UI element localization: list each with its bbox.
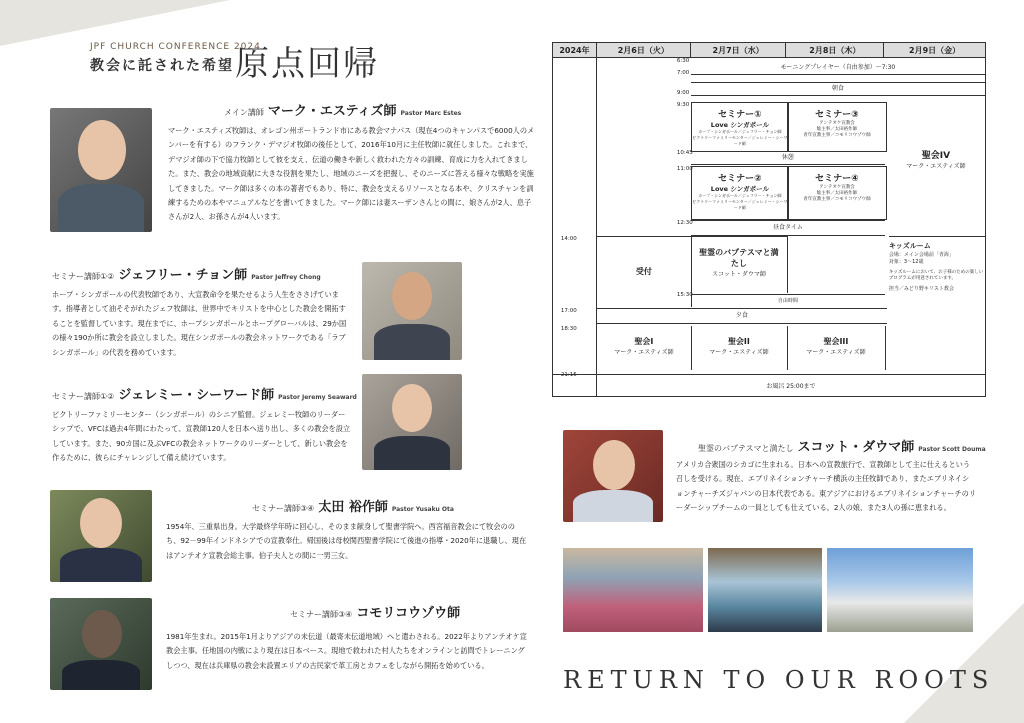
- breakfast: 朝食: [691, 82, 985, 96]
- session-3: 聖会III マーク・エスティズ師: [787, 326, 886, 370]
- time-1700: 17:00: [560, 308, 577, 314]
- speaker-photo-seaward: [362, 374, 462, 470]
- page-title: 原点回帰: [235, 44, 379, 84]
- speaker-bio-douma: アメリカ合衆国のシカゴに生まれる。日本への宣教旅行で、宣教師として主に仕えるという召しを受ける。現在、エブリネイションチャーチ横浜の主任牧師であり、またエブリネイションチャーチズジャパンの日本代表である。東アジアにおけるエブリネイションチャーチのリーダーシップチームの一員としても仕えている。2人の娘、また3人の孫に恵まれる。: [676, 460, 977, 513]
- time-0930: 9:30: [676, 102, 690, 108]
- seminar-4: セミナー④ アンテオケ宣教会 総主事／太田裕作師 青年宣教主事／コモリコウゾウ師: [787, 166, 887, 220]
- time-1100: 11:00: [676, 166, 693, 172]
- header-day1: 2月6日（火）: [596, 43, 690, 58]
- header-day2: 2月7日（水）: [690, 43, 786, 58]
- seminar-1: セミナー① Love シンガポール ホープ・シンガポール／ジェフリー・チョン師 ビクトリーファミリーセンター／ジェレミー・シーワード師: [691, 102, 789, 152]
- baptism-session: 聖霊のバプテスマと満たし スコット・ダウマ師: [691, 236, 788, 293]
- time-0900: 9:00: [676, 90, 690, 96]
- header-year: 2024年: [553, 43, 597, 58]
- venue-photo-hall: [563, 548, 703, 632]
- speaker-photo-chong: [362, 262, 462, 360]
- speaker-heading-chong: セミナー講師①② ジェフリー・チョン師 Pastor Jeffrey Chong: [52, 268, 321, 283]
- lunch: 昼食タイム: [691, 220, 885, 236]
- time-0700: 7:00: [676, 70, 690, 76]
- time-0630: 6:30: [676, 58, 690, 64]
- speaker-heading-estes: メイン講師 マーク・エスティズ師 Pastor Marc Estes: [224, 104, 462, 119]
- seminar-3: セミナー③ アンテオケ宣教会 総主事／太田裕作師 青年宣教主事／コモリコウゾウ師: [787, 102, 887, 152]
- speaker-bio-ota: 1954年、三重県出身。大学最終学年時に回心し、そのまま献身して聖書学院へ。西宮福音教会にて牧会ののち、92－99年インドネシアでの宣教奉仕。帰国後は母校関西聖書学院にて後進の指導・2020年に退職し、現在はアンテオケ宣教会総主事。伯子夫人との間に一男三女。: [166, 522, 527, 560]
- time-1830: 18:30: [560, 326, 577, 332]
- venue-photo-hotel: [827, 548, 973, 632]
- session-1: 聖会I マーク・エスティズ師: [597, 326, 692, 370]
- corner-decoration: [0, 0, 230, 46]
- reception: 受付: [597, 236, 692, 307]
- venue-photo-bath: [708, 548, 822, 632]
- speaker-heading-douma: 聖霊のバプテスマと満たし スコット・ダウマ師 Pastor Scott Douma: [698, 440, 986, 455]
- speaker-bio-komori: 1981年生まれ。2015年1月よりアジアの未伝道（最寄未伝道地域）へと遣わされる。2022年よりアンテオケ宣教会主事。任地国の内戦により現在は日本ベース。現地で救われた村人たちをオンラインと訪問でトレーニングしつつ、現在は兵庫県の教会未設置エリアの古民家で革工房とカフェをしながら開拓を始めている。: [166, 632, 527, 670]
- speaker-photo-ota: [50, 490, 152, 582]
- speaker-photo-douma: [563, 430, 663, 522]
- speaker-heading-seaward: セミナー講師①② ジェレミー・シーワード師 Pastor Jeremy Seaward: [52, 388, 357, 403]
- speaker-photo-estes: [50, 108, 152, 232]
- bath: お風呂 25:00まで: [596, 375, 985, 397]
- speaker-heading-komori: セミナー講師③④ コモリコウゾウ師: [290, 606, 461, 621]
- speaker-bio-estes: マーク・エスティズ牧師は、オレゴン州ポートランド市にある教会マナパス（現在4つのキャンパスで6000人のメンバーを有する）のフランク・デマジオ牧師の後任として、2016年10月に主任牧師に就任しました。これまで、デマジオ師の下で協力牧師として彼を支え、伝道の働きや新しく救われた方々の訓練、育成に力を入れてきました。また、教会の地域貢献に大きな役割を果たし、地域のニーズを把握し、そのニーズに答える様々な戦略を実施してきました。マーク師は多くの本の著者でもあり、特に、教会を支えるリソースとなる本や、クリスチャンを訓練するための本やマニュアルなどを書いてきました。マーク師には妻スーザンさんとの間に、娘さんが2人、息子さんが2人、お孫さんが4人います。: [168, 126, 535, 222]
- session-2: 聖会II マーク・エスティズ師: [691, 326, 788, 370]
- speaker-photo-komori: [50, 598, 152, 690]
- speaker-bio-chong: ホープ・シンガポールの代表牧師であり、大宣教命令を果たせるよう人生をささげています。指導者として油そそがれたジェフ牧師は、世界中でキリストを中心とした教会を開拓することを監督しています。現在までに、ホープシンガポールとホープグローバルは、29か国の様々190か所に教会を設立しました。現在シンガポールの教会ネットワークである「ラブシンガポール」の代表を務めています。: [52, 290, 347, 357]
- time-2115: 21:15: [560, 372, 577, 378]
- session-4: 聖会IV マーク・エスティズ師: [906, 151, 966, 170]
- time-1230: 12:30: [676, 220, 693, 226]
- header-day3: 2月8日（木）: [786, 43, 884, 58]
- seminar-2: セミナー② Love シンガポール ホープ・シンガポール／ジェフリー・チョン師 ビクトリーファミリーセンター／ジェレミー・シーワード師: [691, 166, 789, 220]
- conference-subtitle: 教会に託された希望: [90, 58, 234, 74]
- time-1400: 14:00: [560, 236, 577, 242]
- break: 休憩: [691, 152, 885, 165]
- tagline: RETURN TO OUR ROOTS: [563, 666, 995, 694]
- time-1530: 15:30: [676, 292, 693, 298]
- schedule-table: [552, 42, 986, 397]
- header-day4: 2月9日（金）: [884, 43, 986, 58]
- time-1045: 10:45: [676, 150, 693, 156]
- speaker-heading-ota: セミナー講師③④ 太田 裕作師 Pastor Yusaku Ota: [252, 500, 454, 515]
- conference-name: JPF CHURCH CONFERENCE 2024: [90, 42, 261, 52]
- kids-room: キッズルーム 会場：メイン会場前「青海」 対象：3～12歳 キッズルームにおいて、お子様のための楽しいプログラムが用意されています。 担当／みどり野キリスト教会: [889, 236, 985, 329]
- dinner: 夕食: [597, 308, 887, 324]
- morning-prayer: モーニングプレイヤー（自由参加）～7:30: [691, 62, 985, 75]
- speaker-bio-seaward: ビクトリーファミリーセンター（シンガポール）のシニア監督。ジェレミー牧師のリーダーシップで、VFCは過去4年間にわたって、宣教師120人を日本へ送り出し、多くの教会を設立しています。また、90カ国に及ぶVFCの教会ネットワークのリーダーとして、新しい教会を作るために、彼らにチャレンジして備え続けています。: [52, 410, 351, 463]
- free-time: 自由時間: [691, 294, 885, 307]
